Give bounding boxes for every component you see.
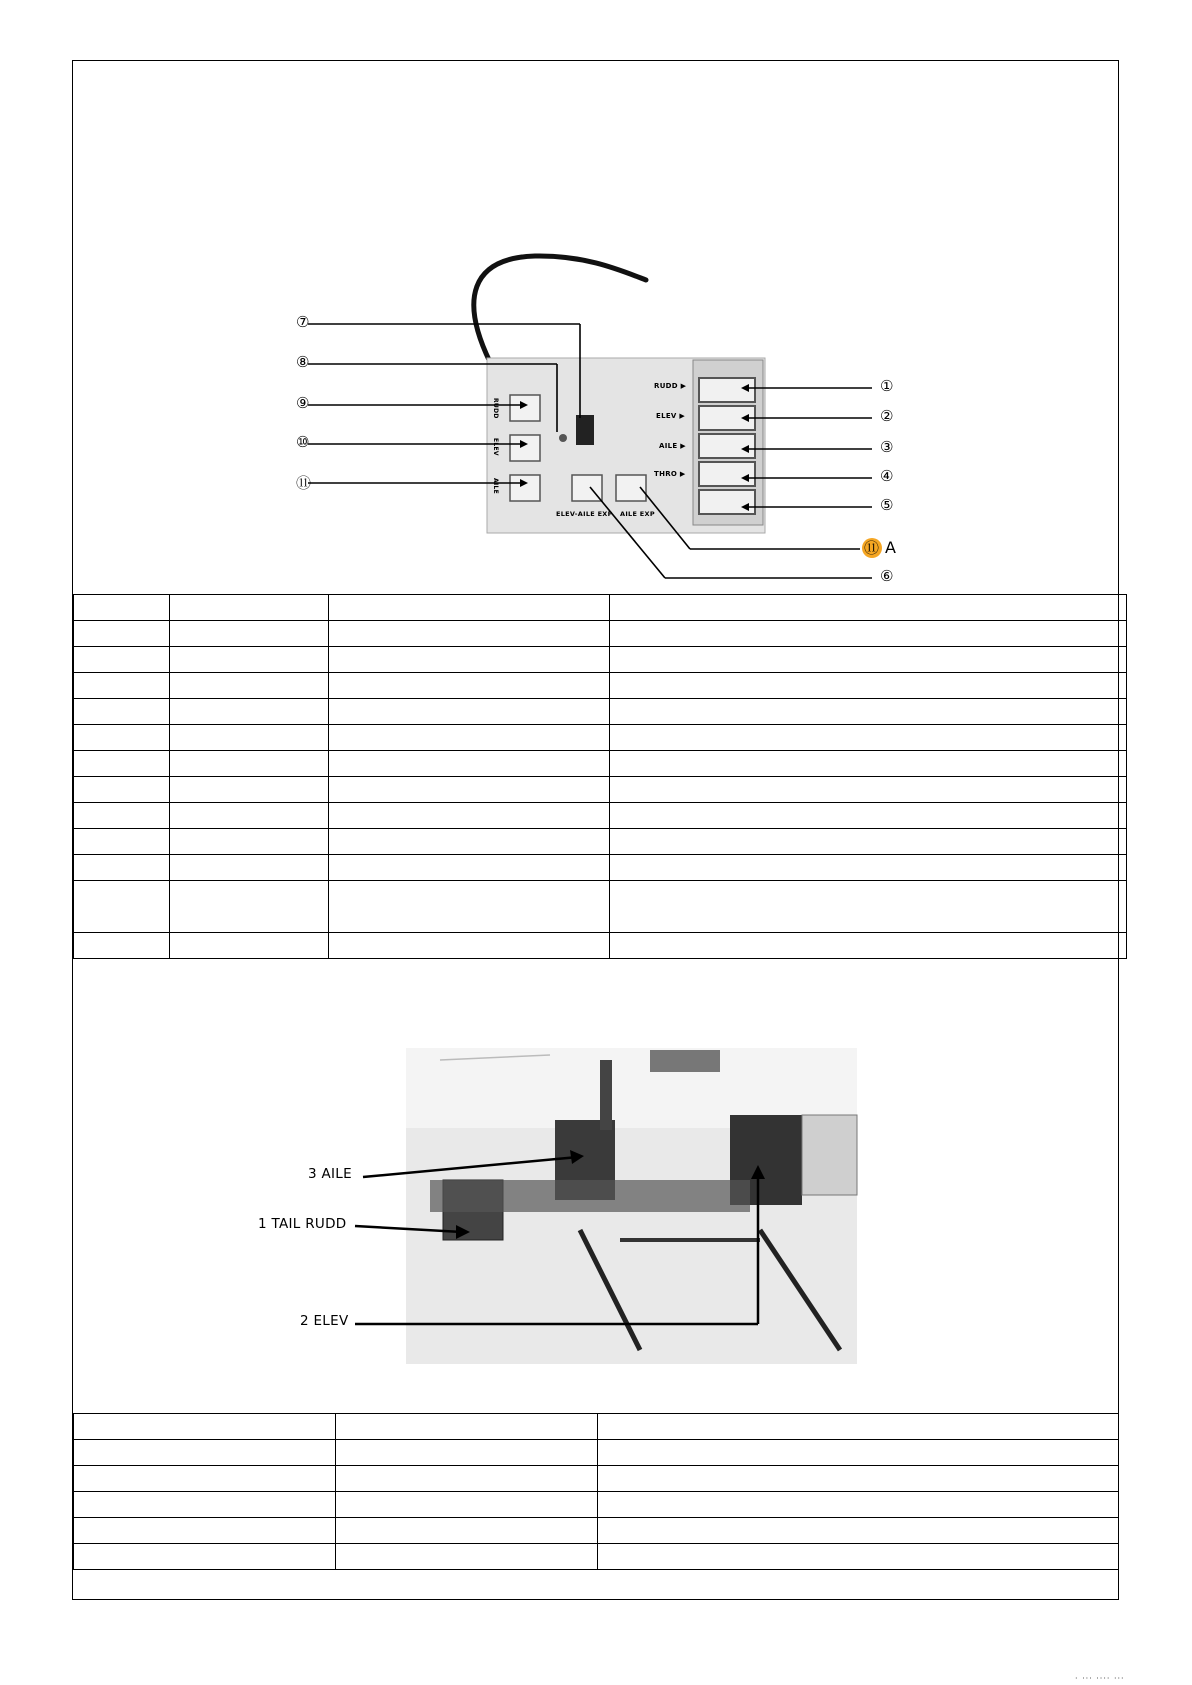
servo-label-tail-rudd: 1 TAIL RUDD (258, 1216, 347, 1232)
callout-11: ⑪ (296, 474, 312, 492)
table-cell (336, 1492, 598, 1518)
callout-2: ② (880, 407, 894, 425)
table-cell (336, 1544, 598, 1570)
callout-5: ⑤ (880, 496, 894, 514)
table-cell (74, 1544, 336, 1570)
table-cell (598, 1492, 1119, 1518)
table-cell (336, 1518, 598, 1544)
page-footer-marks: · ··· ···· ··· (1075, 1674, 1125, 1683)
table-row (74, 1492, 1119, 1518)
port-label-aile: AILE ▶ (659, 442, 686, 450)
table-cell (598, 1414, 1119, 1440)
table-cell (336, 1414, 598, 1440)
port-label-rudd: RUDD ▶ (654, 382, 687, 390)
table-cell (74, 1440, 336, 1466)
callout-11a: ⑪ (864, 539, 880, 557)
table-cell (74, 1414, 336, 1440)
port-label-elev: ELEV ▶ (656, 412, 686, 420)
pot-label-elev: ELEV (492, 438, 499, 456)
table-row (74, 1414, 1119, 1440)
callout-4: ④ (880, 467, 894, 485)
callout-8: ⑧ (296, 353, 310, 371)
label-aile-exp: AILE EXP (620, 510, 655, 518)
callout-1: ① (880, 377, 894, 395)
pot-label-aile: AILE (492, 478, 499, 494)
table-row (74, 1544, 1119, 1570)
callout-11a-suffix: A (885, 538, 897, 557)
pot-label-rudd: RUDD (492, 398, 499, 419)
table-cell (74, 1492, 336, 1518)
callout-9: ⑨ (296, 394, 310, 412)
callout-3: ③ (880, 438, 894, 456)
servo-table-body (74, 1414, 1119, 1570)
port-label-thro: THRO ▶ (654, 470, 686, 478)
callout-10: ⑩ (296, 433, 310, 451)
table-row (74, 1518, 1119, 1544)
table-cell (74, 1466, 336, 1492)
servo-label-elev: 2 ELEV (300, 1313, 349, 1329)
servo-table (73, 1413, 1119, 1570)
table-row (74, 1440, 1119, 1466)
label-elev-aile-exp: ELEV-AILE EXP (556, 510, 613, 518)
table-cell (336, 1466, 598, 1492)
table-cell (598, 1440, 1119, 1466)
table-cell (598, 1518, 1119, 1544)
table-cell (598, 1466, 1119, 1492)
table-cell (74, 1518, 336, 1544)
table-row (74, 1466, 1119, 1492)
callout-6: ⑥ (880, 567, 894, 585)
table-cell (598, 1544, 1119, 1570)
callout-7: ⑦ (296, 313, 310, 331)
table-cell (336, 1440, 598, 1466)
servo-label-aile: 3 AILE (308, 1166, 352, 1182)
